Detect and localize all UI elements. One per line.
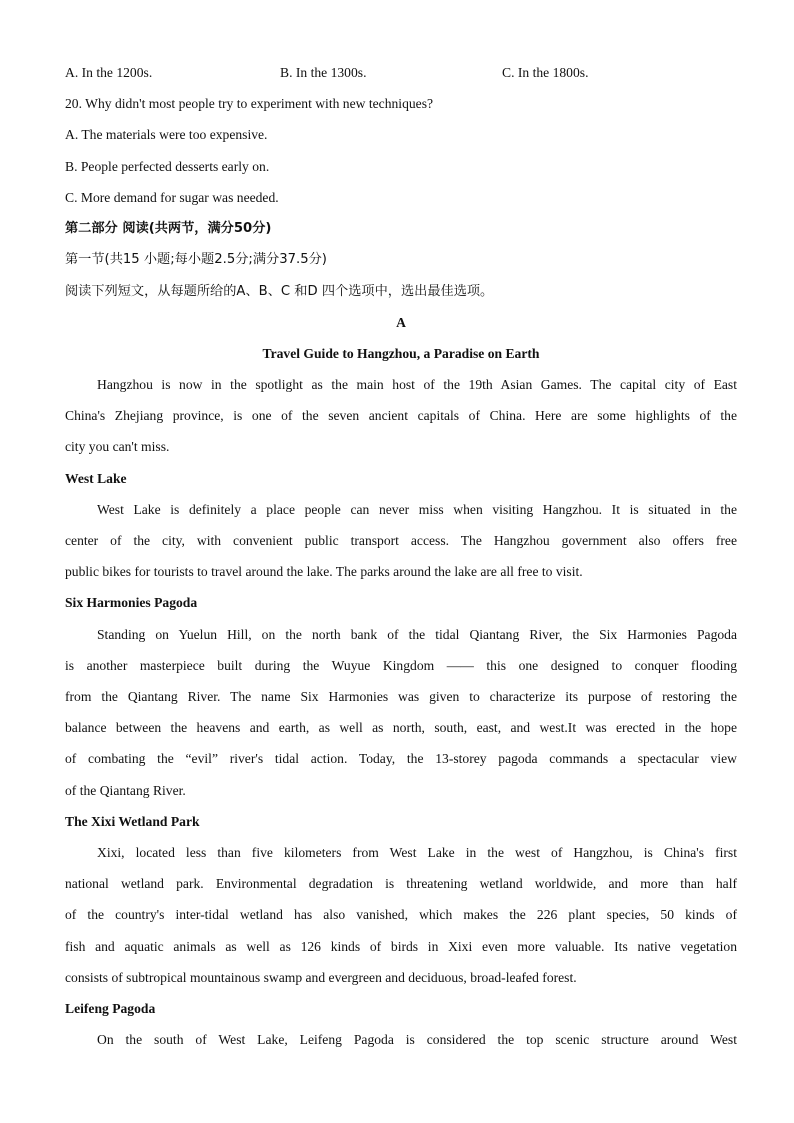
passage-title: Travel Guide to Hangzhou, a Paradise on Earth xyxy=(262,346,540,361)
part2-heading: 第二部分 阅读(共两节，满分50分) xyxy=(65,221,272,236)
q20-option-a: A. The materials were too expensive. xyxy=(65,127,268,142)
q20-option-c: C. More demand for sugar was needed. xyxy=(65,190,279,205)
q20-question: 20. Why didn't most people try to experiment with new techniques? xyxy=(65,96,434,111)
section1-heading: 第一节(共15 小题;每小题2.5分;满分37.5分) xyxy=(65,252,327,267)
paragraph-line: center of the city, with convenient public transport access. The Hangzhou government also offers free xyxy=(65,533,737,548)
q20-option-b: B. People perfected desserts early on. xyxy=(65,159,270,174)
paragraph-line: is another masterpiece built during the Wuyue Kingdom —— this one designed to conquer flooding xyxy=(65,658,737,673)
paragraph-line: of the country's inter-tidal wetland has also vanished, which makes the 226 plant species, 50 kinds of xyxy=(65,907,737,922)
paragraph-line: of the Qiantang River. xyxy=(65,783,186,798)
reading-instruction: 阅读下列短文，从每题所给的A、B、C 和D 四个选项中，选出最佳选项。 xyxy=(65,284,494,299)
paragraph-line: fish and aquatic animals as well as 126 kinds of birds in Xixi even more valuable. Its native vegetation xyxy=(65,939,737,954)
paragraph-line: On the south of West Lake, Leifeng Pagoda is considered the top scenic structure around West xyxy=(97,1032,737,1047)
intro-line: Hangzhou is now in the spotlight as the main host of the 19th Asian Games. The capital city of East xyxy=(97,377,737,392)
section-heading-west-lake: West Lake xyxy=(65,471,127,486)
section-heading-leifeng: Leifeng Pagoda xyxy=(65,1001,156,1016)
paragraph-line: public bikes for tourists to travel around the lake. The parks around the lake are all free to visit. xyxy=(65,564,583,579)
paragraph-line: Xixi, located less than five kilometers from West Lake in the west of Hangzhou, is China's first xyxy=(97,845,737,860)
section-heading-six-harmonies: Six Harmonies Pagoda xyxy=(65,595,198,610)
passage-letter: A xyxy=(396,315,406,330)
paragraph-line: balance between the heavens and earth, as well as north, south, east, and west.It was erected in the hope xyxy=(65,720,737,735)
intro-line: China's Zhejiang province, is one of the seven ancient capitals of China. Here are some highlights of the xyxy=(65,408,737,423)
paragraph-line: from the Qiantang River. The name Six Harmonies was given to characterize its purpose of restoring the xyxy=(65,689,737,704)
paragraph-line: Standing on Yuelun Hill, on the north bank of the tidal Qiantang River, the Six Harmonies Pagoda xyxy=(97,627,737,642)
paragraph-line: national wetland park. Environmental degradation is threatening wetland worldwide, and more than half xyxy=(65,876,737,891)
section-heading-xixi: The Xixi Wetland Park xyxy=(65,814,200,829)
paragraph-line: consists of subtropical mountainous swamp and evergreen and deciduous, broad-leafed forest. xyxy=(65,970,577,985)
intro-line: city you can't miss. xyxy=(65,439,170,454)
paragraph-line: of combating the “evil” river's tidal action. Today, the 13-storey pagoda commands a spectacular view xyxy=(65,751,737,766)
paragraph-line: West Lake is definitely a place people can never miss when visiting Hangzhou. It is situated in the xyxy=(97,502,737,517)
q19-option-b: B. In the 1300s. xyxy=(280,65,367,80)
q19-option-a: A. In the 1200s. xyxy=(65,65,153,80)
q19-option-c: C. In the 1800s. xyxy=(502,65,589,80)
